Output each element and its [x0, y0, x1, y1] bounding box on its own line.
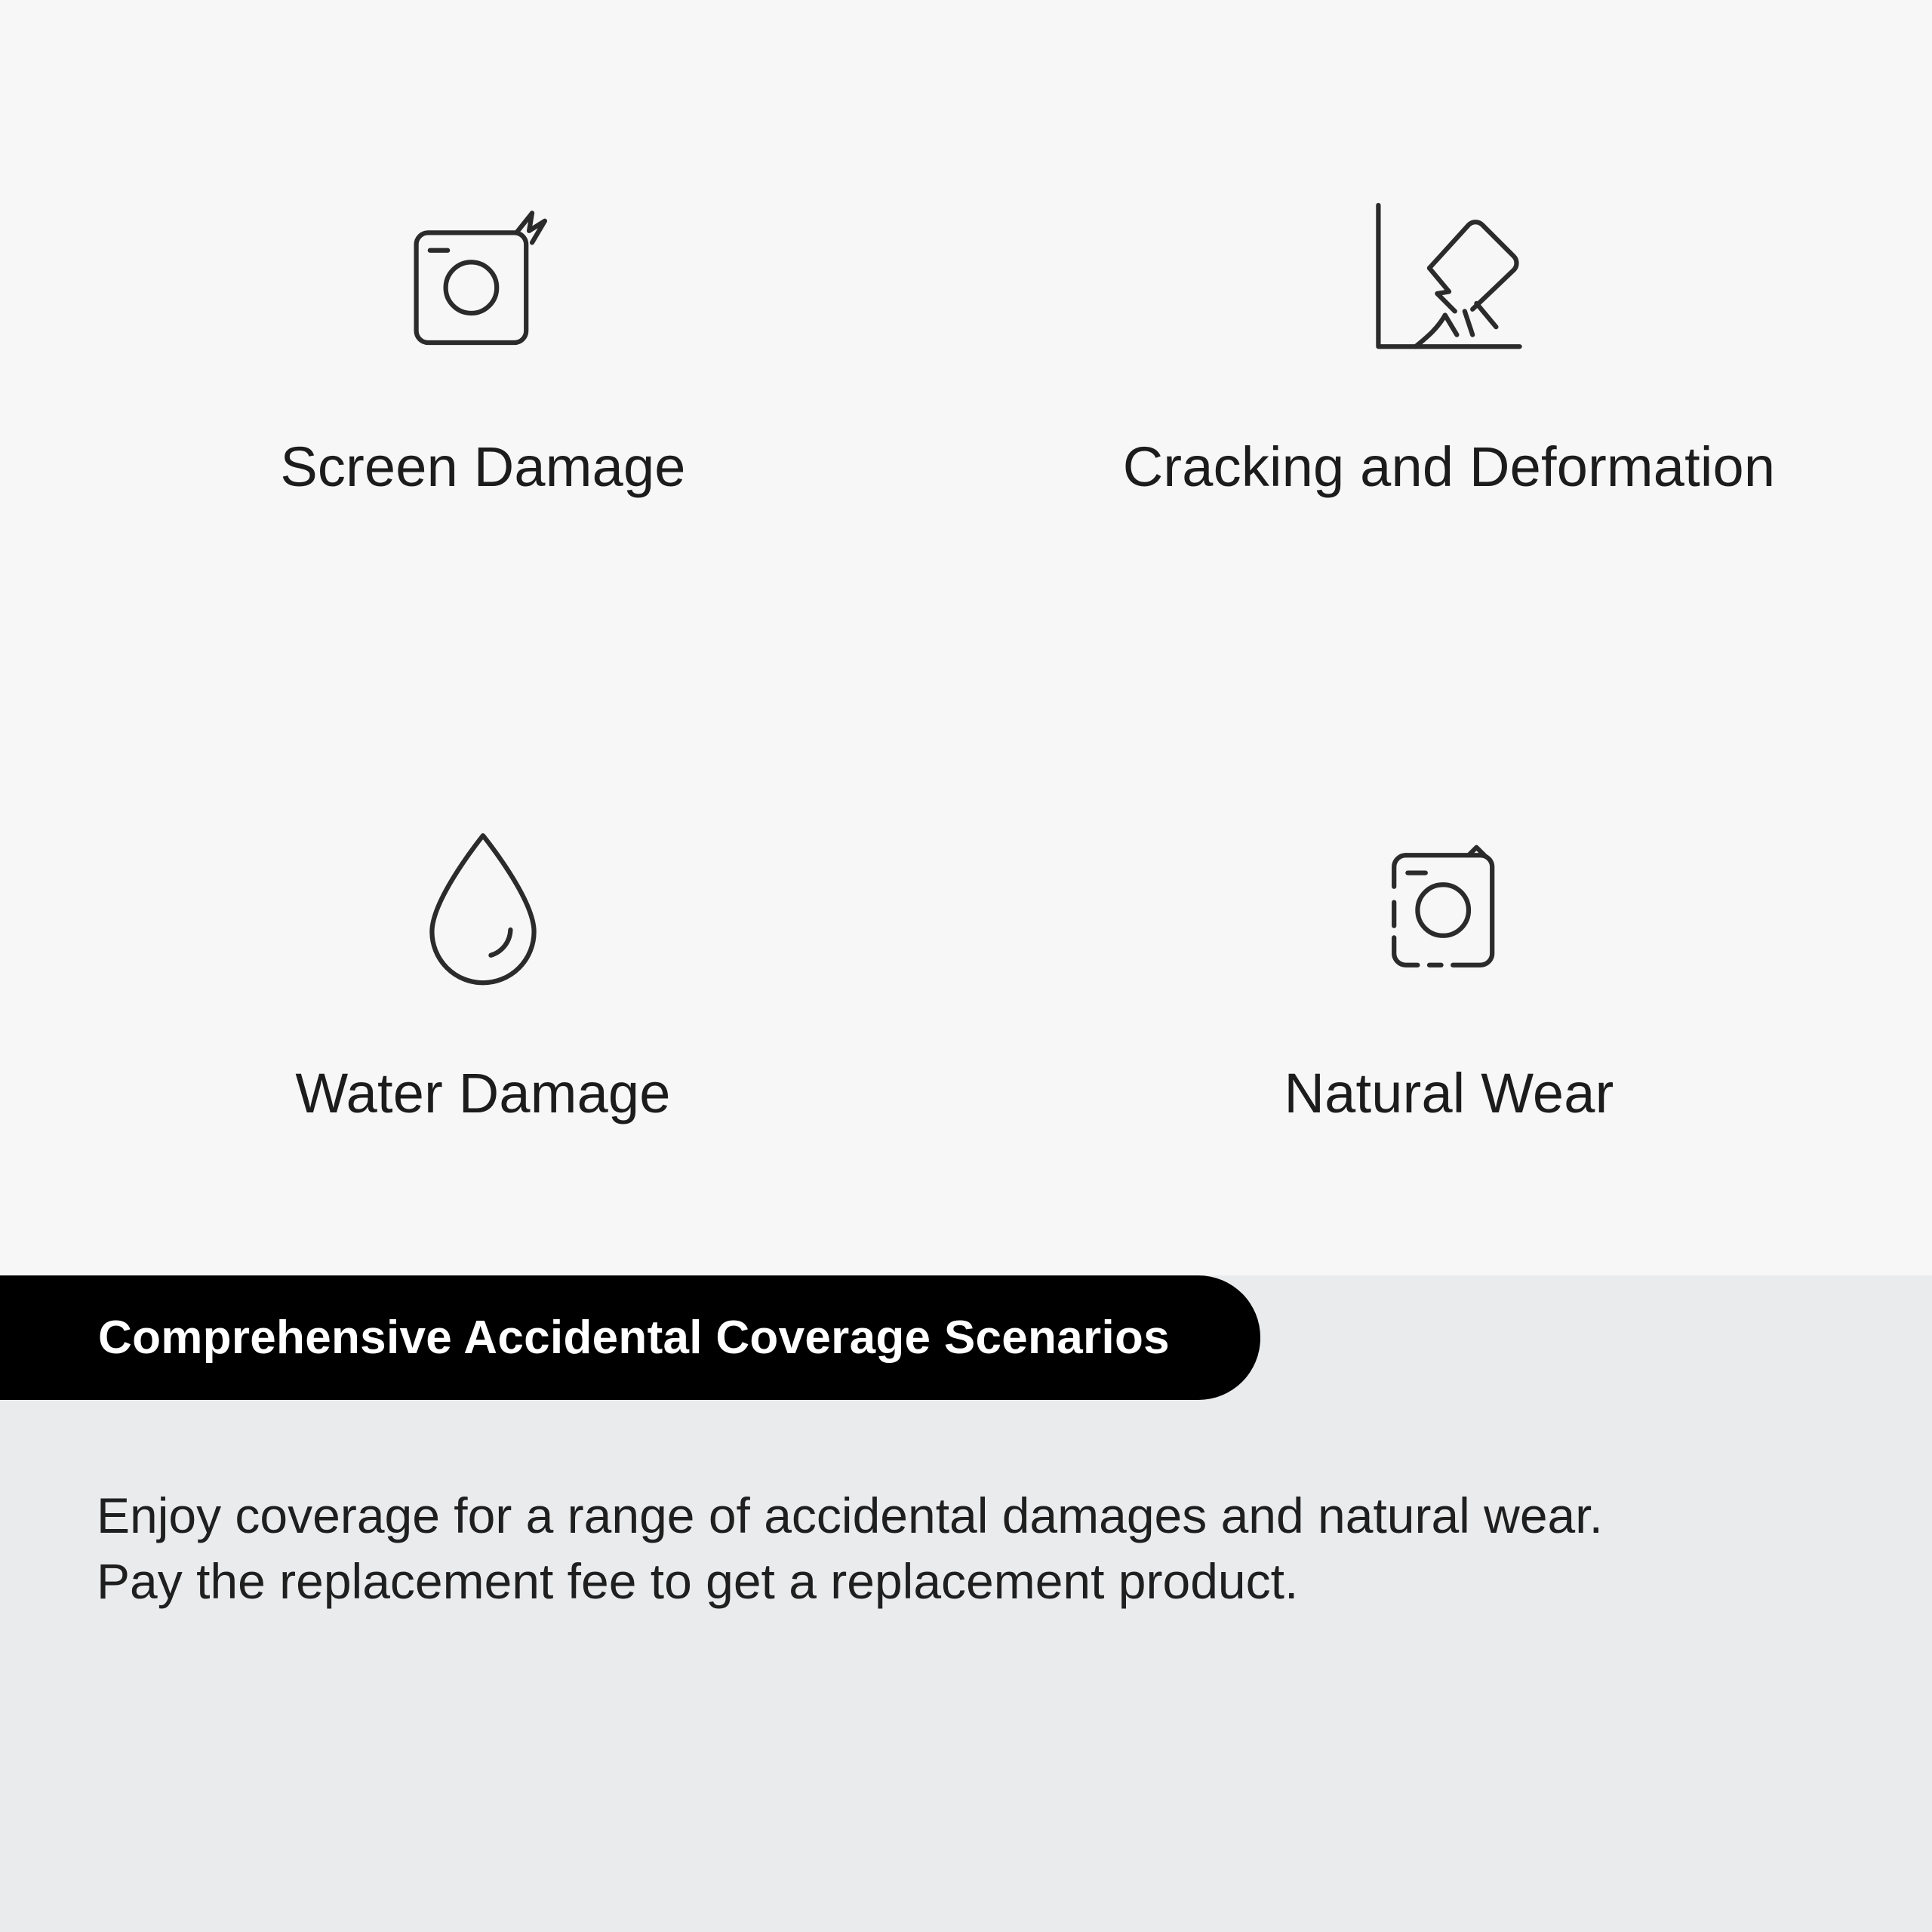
- feature-natural-wear: [966, 638, 1932, 1275]
- feature-screen-damage: [0, 0, 966, 638]
- worn-device-icon: [1351, 812, 1547, 1008]
- feature-label: Screen Damage: [280, 435, 686, 498]
- description-line-2: Pay the replacement fee to get a replacement product.: [97, 1553, 1299, 1610]
- feature-label: Water Damage: [295, 1061, 671, 1124]
- feature-label: Cracking and Deformation: [1122, 435, 1776, 498]
- cracking-deformation-icon: [1351, 186, 1547, 382]
- feature-label: Natural Wear: [1284, 1061, 1614, 1124]
- water-drop-icon: [385, 812, 581, 1008]
- feature-water-damage: [0, 638, 966, 1275]
- feature-cracking-deformation: [966, 0, 1932, 638]
- coverage-summary-band: [0, 1275, 1932, 1932]
- cracked-screen-icon: [385, 186, 581, 382]
- coverage-description: [97, 1483, 1832, 1614]
- section-ribbon: [0, 1275, 1260, 1400]
- description-line-1: Enjoy coverage for a range of accidental damages and natural wear.: [97, 1487, 1603, 1543]
- section-title: Comprehensive Accidental Coverage Scenarios: [98, 1312, 1170, 1364]
